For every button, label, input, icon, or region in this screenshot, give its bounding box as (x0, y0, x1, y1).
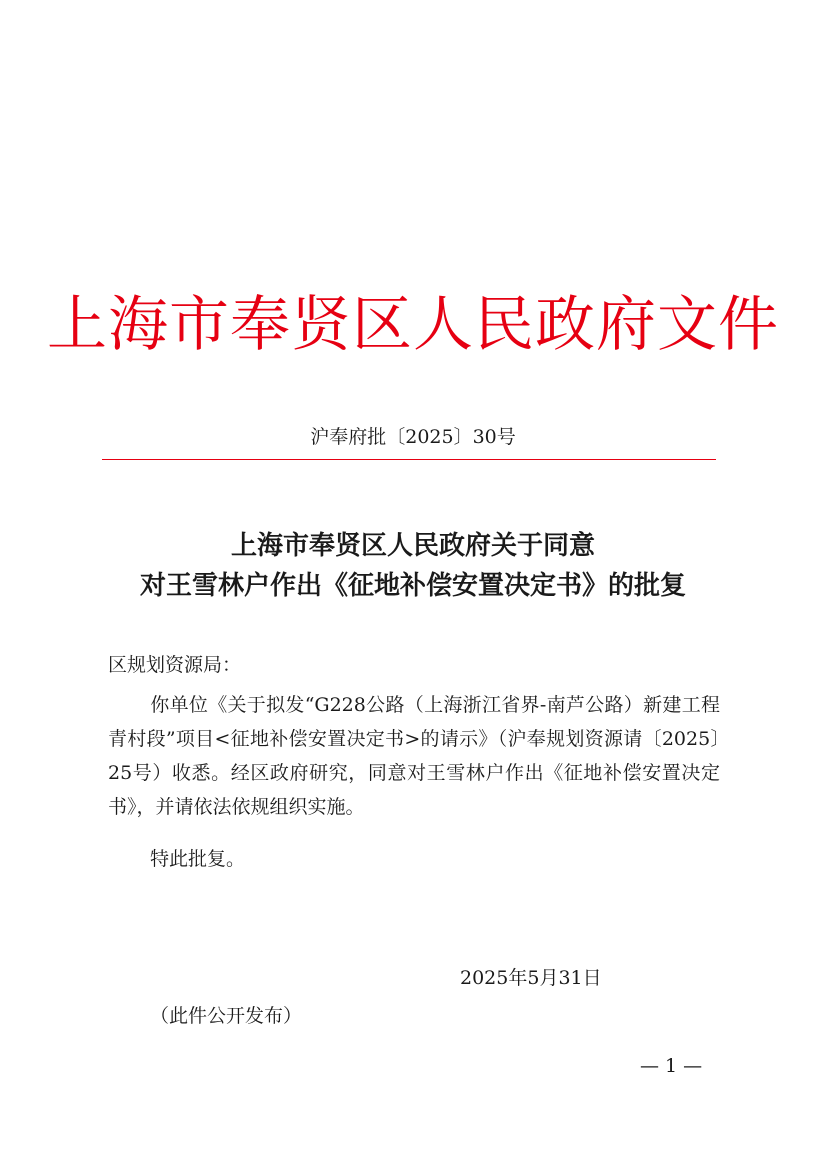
masthead-title: 上海市奉贤区人民政府文件 (47, 290, 779, 360)
body-paragraph (108, 688, 720, 824)
closing-remark: 特此批复。 (150, 848, 246, 870)
body-paragraph-text: 你单位《关于拟发“G228公路（上海浙江省界-南芦公路）新建工程青村段”项目<征地补偿安置决定书>的请示》（沪奉规划资源请〔2025〕25号）收悉。经区政府研究，同意对王雪林户作出《征地补偿安置决定书》，并请依法依规组织实施。 (108, 694, 720, 818)
red-divider-line (102, 459, 716, 460)
document-title (0, 528, 826, 604)
addressee: 区规划资源局： (108, 654, 242, 676)
page-number: — 1 — (640, 1055, 703, 1077)
document-title-line-1: 上海市奉贤区人民政府关于同意 (230, 531, 595, 561)
document-title-line-2: 对王雪林户作出《征地补偿安置决定书》的批复 (139, 571, 686, 601)
document-number: 沪奉府批〔2025〕30号 (310, 426, 516, 448)
publish-note: （此件公开发布） (150, 1005, 303, 1027)
issue-date: 2025年5月31日 (460, 967, 602, 989)
